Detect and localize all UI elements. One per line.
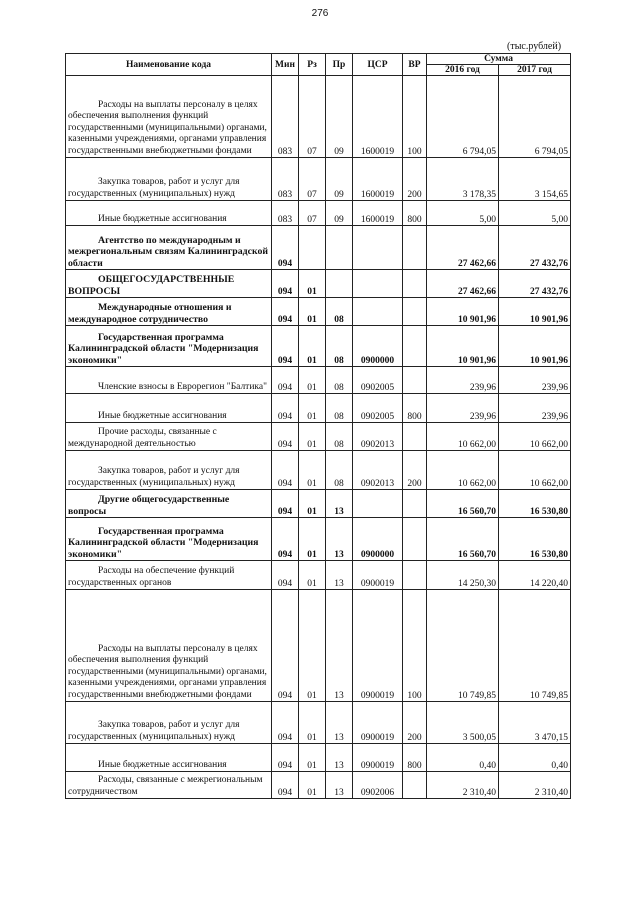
row-vr: 200 [403, 451, 427, 490]
row-name-text: Иные бюджетные ассигнования [98, 213, 227, 224]
row-pr: 08 [326, 326, 353, 367]
row-name [66, 158, 272, 201]
row-2016: 5,00 [427, 201, 499, 226]
row-2016: 16 560,70 [427, 518, 499, 561]
row-csr [353, 490, 403, 518]
row-name [66, 270, 272, 298]
row-name [66, 298, 272, 326]
row-rz: 01 [299, 423, 326, 451]
row-vr: 100 [403, 76, 427, 158]
row-2017: 0,40 [499, 744, 571, 772]
row-name [66, 772, 272, 799]
row-min: 094 [272, 590, 299, 702]
row-2017: 14 220,40 [499, 561, 571, 590]
row-min: 094 [272, 490, 299, 518]
row-name-text: Членские взносы в Еврорегион "Балтика" [98, 381, 267, 392]
row-name [66, 394, 272, 423]
row-name-text: Прочие расходы, связанные с международной деятельностью [68, 427, 217, 449]
row-csr: 1600019 [353, 158, 403, 201]
row-rz: 01 [299, 744, 326, 772]
row-2016: 10 901,96 [427, 326, 499, 367]
row-2017: 5,00 [499, 201, 571, 226]
table-row [66, 226, 571, 270]
row-csr: 0902005 [353, 394, 403, 423]
row-name-text: Агентство по международным и межрегиональным связям Калининградской области [68, 234, 268, 269]
row-name [66, 744, 272, 772]
table-row [66, 201, 571, 226]
row-min: 094 [272, 702, 299, 744]
row-name-text: Расходы, связанные с межрегиональным сотрудничеством [68, 775, 263, 797]
page-number: 276 [311, 8, 329, 19]
table-row [66, 394, 571, 423]
row-min: 094 [272, 451, 299, 490]
row-rz: 07 [299, 201, 326, 226]
row-name [66, 76, 272, 158]
row-rz: 01 [299, 270, 326, 298]
row-2016: 3 178,35 [427, 158, 499, 201]
row-2017: 3 154,65 [499, 158, 571, 201]
row-name-text: Государственная программа Калининградской области "Модернизация экономики" [68, 331, 259, 366]
row-min: 094 [272, 226, 299, 270]
row-pr: 08 [326, 451, 353, 490]
row-pr [326, 226, 353, 270]
row-vr: 100 [403, 590, 427, 702]
row-name [66, 590, 272, 702]
row-name-text: Расходы на выплаты персоналу в целях обеспечения выполнения функций государственными (муниципальными) органами, казенными учреждениями, органами управления государственными внебюджетными фондами [68, 99, 267, 156]
row-vr [403, 561, 427, 590]
row-name [66, 451, 272, 490]
row-name [66, 226, 272, 270]
row-pr: 13 [326, 744, 353, 772]
row-name-text: Расходы на обеспечение функций государственных органов [68, 566, 235, 588]
row-name-text: Международные отношения и международное сотрудничество [68, 302, 232, 325]
table-body [66, 76, 571, 799]
row-2016: 10 901,96 [427, 298, 499, 326]
table-row [66, 451, 571, 490]
row-rz: 01 [299, 367, 326, 394]
row-name [66, 702, 272, 744]
row-2016: 10 749,85 [427, 590, 499, 702]
row-pr: 13 [326, 590, 353, 702]
row-csr: 1600019 [353, 201, 403, 226]
row-2016: 2 310,40 [427, 772, 499, 799]
row-2017: 27 432,76 [499, 226, 571, 270]
header-pr: Пр [326, 54, 353, 76]
row-min: 094 [272, 326, 299, 367]
table-row [66, 326, 571, 367]
row-name-text: Иные бюджетные ассигнования [98, 410, 227, 421]
row-pr [326, 270, 353, 298]
row-vr [403, 270, 427, 298]
row-name [66, 326, 272, 367]
row-vr [403, 298, 427, 326]
row-2017: 16 530,80 [499, 490, 571, 518]
table-row [66, 590, 571, 702]
row-2017: 6 794,05 [499, 76, 571, 158]
row-vr [403, 226, 427, 270]
row-name-text: Закупка товаров, работ и услуг для государственных (муниципальных) нужд [68, 720, 240, 742]
row-vr: 800 [403, 394, 427, 423]
row-2017: 16 530,80 [499, 518, 571, 561]
row-vr: 200 [403, 702, 427, 744]
table-row [66, 561, 571, 590]
row-2016: 14 250,30 [427, 561, 499, 590]
row-2016: 16 560,70 [427, 490, 499, 518]
row-name-text: Государственная программа Калининградской области "Модернизация экономики" [68, 525, 259, 560]
row-rz: 01 [299, 518, 326, 561]
header-sum: Сумма [427, 54, 571, 65]
row-rz: 01 [299, 326, 326, 367]
row-name-text: Закупка товаров, работ и услуг для государственных (муниципальных) нужд [68, 177, 240, 199]
table-row [66, 270, 571, 298]
row-min: 083 [272, 158, 299, 201]
table-row [66, 423, 571, 451]
row-pr: 13 [326, 561, 353, 590]
row-name [66, 367, 272, 394]
table-row [66, 490, 571, 518]
row-min: 094 [272, 518, 299, 561]
row-rz: 07 [299, 158, 326, 201]
row-name-text: Расходы на выплаты персоналу в целях обеспечения выполнения функций государственными (муниципальными) органами, казенными учреждениями, органами управления государственными внебюджетными фондами [68, 643, 267, 700]
row-pr: 09 [326, 201, 353, 226]
row-pr: 08 [326, 298, 353, 326]
row-vr [403, 490, 427, 518]
row-name [66, 423, 272, 451]
table-row [66, 772, 571, 799]
row-vr: 800 [403, 744, 427, 772]
row-rz: 01 [299, 298, 326, 326]
row-min: 094 [272, 772, 299, 799]
row-2016: 27 462,66 [427, 226, 499, 270]
row-vr [403, 423, 427, 451]
row-2017: 10 749,85 [499, 590, 571, 702]
table-row [66, 367, 571, 394]
header-name: Наименование кода [66, 54, 272, 76]
row-vr [403, 367, 427, 394]
row-2017: 27 432,76 [499, 270, 571, 298]
row-2017: 2 310,40 [499, 772, 571, 799]
row-2016: 27 462,66 [427, 270, 499, 298]
row-2017: 10 901,96 [499, 298, 571, 326]
row-pr: 09 [326, 76, 353, 158]
row-rz [299, 226, 326, 270]
row-2016: 6 794,05 [427, 76, 499, 158]
row-csr [353, 270, 403, 298]
row-pr: 09 [326, 158, 353, 201]
table-row [66, 298, 571, 326]
row-2016: 239,96 [427, 367, 499, 394]
table-row [66, 744, 571, 772]
row-pr: 08 [326, 423, 353, 451]
row-2017: 10 901,96 [499, 326, 571, 367]
table-row [66, 158, 571, 201]
row-name [66, 561, 272, 590]
row-csr: 0902013 [353, 451, 403, 490]
row-vr [403, 772, 427, 799]
row-name-text: ОБЩЕГОСУДАРСТВЕННЫЕ ВОПРОСЫ [68, 274, 235, 297]
table-row [66, 76, 571, 158]
row-min: 094 [272, 270, 299, 298]
row-csr: 0900019 [353, 744, 403, 772]
row-csr: 1600019 [353, 76, 403, 158]
row-vr: 800 [403, 201, 427, 226]
row-2017: 10 662,00 [499, 451, 571, 490]
row-2016: 10 662,00 [427, 451, 499, 490]
row-pr: 08 [326, 367, 353, 394]
row-min: 094 [272, 744, 299, 772]
row-name-text: Другие общегосударственные вопросы [68, 494, 230, 517]
row-2017: 239,96 [499, 394, 571, 423]
row-csr [353, 226, 403, 270]
row-name [66, 201, 272, 226]
row-name [66, 518, 272, 561]
row-min: 094 [272, 394, 299, 423]
row-min: 094 [272, 423, 299, 451]
row-csr: 0900019 [353, 702, 403, 744]
header-2016: 2016 год [427, 65, 499, 76]
row-csr: 0900000 [353, 326, 403, 367]
row-csr: 0900000 [353, 518, 403, 561]
row-min: 094 [272, 367, 299, 394]
table-row [66, 702, 571, 744]
row-min: 094 [272, 561, 299, 590]
row-vr [403, 518, 427, 561]
row-min: 094 [272, 298, 299, 326]
row-pr: 08 [326, 394, 353, 423]
row-rz: 01 [299, 561, 326, 590]
row-pr: 13 [326, 702, 353, 744]
row-min: 083 [272, 76, 299, 158]
row-csr: 0900019 [353, 590, 403, 702]
row-rz: 01 [299, 394, 326, 423]
row-csr: 0902005 [353, 367, 403, 394]
budget-table [65, 53, 571, 799]
header-2017: 2017 год [499, 65, 571, 76]
header-csr: ЦСР [353, 54, 403, 76]
row-rz: 07 [299, 76, 326, 158]
row-2016: 10 662,00 [427, 423, 499, 451]
row-rz: 01 [299, 772, 326, 799]
row-2016: 3 500,05 [427, 702, 499, 744]
row-vr: 200 [403, 158, 427, 201]
table-row [66, 518, 571, 561]
row-name [66, 490, 272, 518]
row-vr [403, 326, 427, 367]
row-csr: 0900019 [353, 561, 403, 590]
row-2016: 0,40 [427, 744, 499, 772]
row-pr: 13 [326, 490, 353, 518]
row-csr: 0902013 [353, 423, 403, 451]
row-2017: 3 470,15 [499, 702, 571, 744]
header-min: Мин [272, 54, 299, 76]
row-2017: 239,96 [499, 367, 571, 394]
row-csr [353, 298, 403, 326]
row-2017: 10 662,00 [499, 423, 571, 451]
row-csr: 0902006 [353, 772, 403, 799]
row-2016: 239,96 [427, 394, 499, 423]
header-vr: ВР [403, 54, 427, 76]
row-rz: 01 [299, 451, 326, 490]
header-rz: Рз [299, 54, 326, 76]
unit-label: (тыс.рублей) [507, 41, 562, 52]
row-min: 083 [272, 201, 299, 226]
row-rz: 01 [299, 490, 326, 518]
row-pr: 13 [326, 518, 353, 561]
row-rz: 01 [299, 590, 326, 702]
row-name-text: Иные бюджетные ассигнования [98, 759, 227, 770]
row-rz: 01 [299, 702, 326, 744]
row-pr: 13 [326, 772, 353, 799]
row-name-text: Закупка товаров, работ и услуг для государственных (муниципальных) нужд [68, 466, 240, 488]
